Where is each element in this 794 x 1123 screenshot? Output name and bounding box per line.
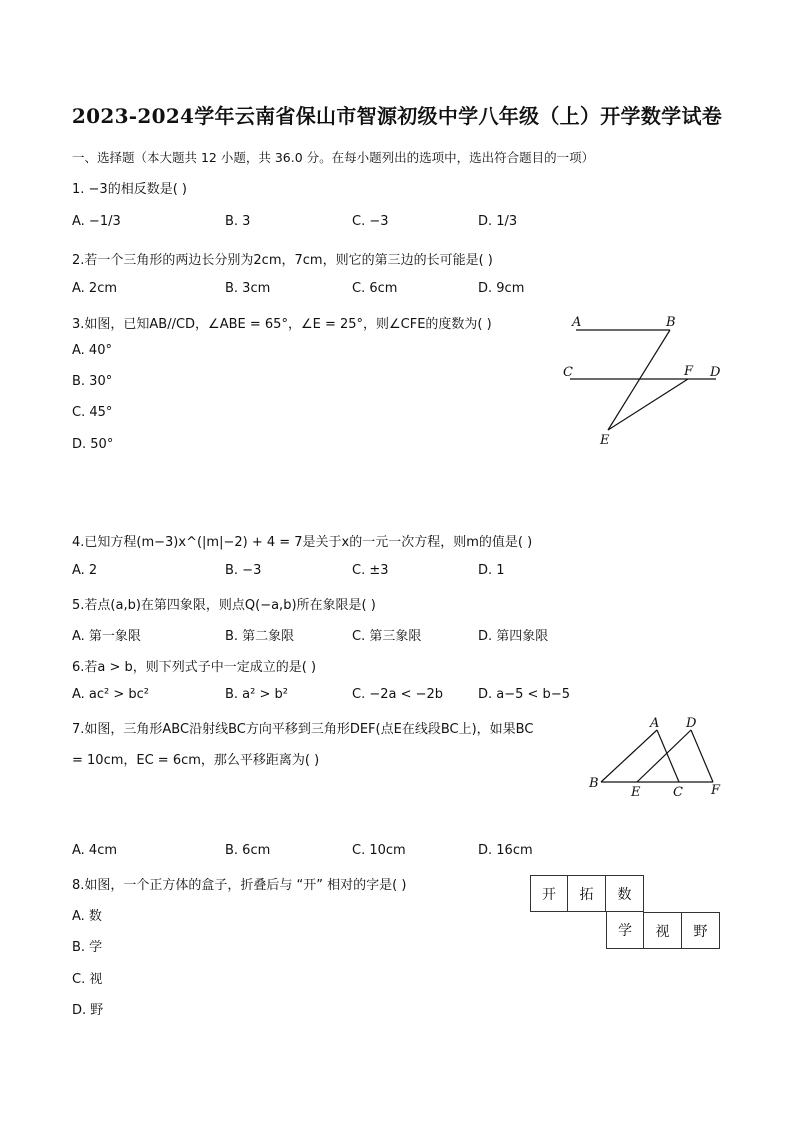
q5-option-d: D. 第四象限 <box>478 629 549 644</box>
parallel-lines-figure <box>558 310 728 450</box>
q6-option-a: A. ac² > bc² <box>72 687 150 702</box>
q1-option-c: C. −3 <box>352 214 389 229</box>
line-df <box>691 730 713 782</box>
label-c: C <box>673 785 683 800</box>
q3-option-b: B. 30° <box>72 374 113 389</box>
net-cell: 野 <box>682 912 720 949</box>
label-d: D <box>710 365 721 380</box>
q1-option-d: D. 1/3 <box>478 214 518 229</box>
net-cell: 数 <box>606 875 644 912</box>
question-3-stem: 3.如图，已知AB//CD，∠ABE = 65°，∠E = 25°，则∠CFE的度数为( ) <box>72 317 492 332</box>
label-c: C <box>563 365 573 380</box>
q7-option-c: C. 10cm <box>352 843 406 858</box>
question-6-stem: 6.若a > b，则下列式子中一定成立的是( ) <box>72 660 317 675</box>
q2-option-d: D. 9cm <box>478 281 525 296</box>
question-7-stem-cont: = 10cm，EC = 6cm，那么平移距离为( ) <box>72 753 320 768</box>
net-cell: 视 <box>644 912 682 949</box>
question-5-stem: 5.若点(a,b)在第四象限，则点Q(−a,b)所在象限是( ) <box>72 598 376 613</box>
q6-option-b: B. a² > b² <box>225 687 288 702</box>
q3-option-d: D. 50° <box>72 437 114 452</box>
label-f: F <box>711 783 721 798</box>
label-e: E <box>631 785 641 800</box>
q2-option-a: A. 2cm <box>72 281 118 296</box>
line-ba <box>601 730 657 782</box>
line-be <box>608 330 670 430</box>
net-cell: 学 <box>606 912 644 949</box>
q8-option-b: B. 学 <box>72 940 103 955</box>
q4-option-d: D. 1 <box>478 563 505 578</box>
label-e: E <box>600 433 610 448</box>
q8-option-c: C. 视 <box>72 972 103 987</box>
label-b: B <box>666 315 676 330</box>
q5-option-c: C. 第三象限 <box>352 629 422 644</box>
q6-option-c: C. −2a < −2b <box>352 687 444 702</box>
q7-option-d: D. 16cm <box>478 843 533 858</box>
q3-option-c: C. 45° <box>72 405 113 420</box>
label-a: A <box>572 315 582 330</box>
translation-figure <box>585 713 725 805</box>
q5-option-b: B. 第二象限 <box>225 629 295 644</box>
line-ef <box>608 379 688 430</box>
question-8-stem: 8.如图，一个正方体的盒子，折叠后与 “开” 相对的字是( ) <box>72 878 407 893</box>
question-4-stem: 4.已知方程(m−3)x^(|m|−2) + 4 = 7是关于x的一元一次方程，则m的值是( ) <box>72 535 533 550</box>
q8-option-a: A. 数 <box>72 909 102 924</box>
label-a: A <box>650 716 660 731</box>
q4-option-a: A. 2 <box>72 563 98 578</box>
question-1-stem: 1. −3的相反数是( ) <box>72 182 187 197</box>
q2-option-b: B. 3cm <box>225 281 271 296</box>
line-ac <box>657 730 679 782</box>
q5-option-a: A. 第一象限 <box>72 629 141 644</box>
q6-option-d: D. a−5 < b−5 <box>478 687 570 702</box>
question-7-stem: 7.如图，三角形ABC沿射线BC方向平移到三角形DEF(点E在线段BC上)，如果BC <box>72 722 534 737</box>
q1-option-a: A. −1/3 <box>72 214 121 229</box>
q8-option-d: D. 野 <box>72 1003 104 1018</box>
net-cell: 开 <box>530 875 568 912</box>
label-d: D <box>686 716 697 731</box>
q2-option-c: C. 6cm <box>352 281 398 296</box>
section-heading: 一、选择题（本大题共 12 小题，共 36.0 分。在每小题列出的选项中，选出符合题目的一项） <box>72 150 595 165</box>
q3-option-a: A. 40° <box>72 343 112 358</box>
q7-option-a: A. 4cm <box>72 843 118 858</box>
q4-option-b: B. −3 <box>225 563 262 578</box>
line-ed <box>637 730 691 782</box>
q1-option-b: B. 3 <box>225 214 251 229</box>
label-b: B <box>589 776 599 791</box>
page-title: 2023-2024学年云南省保山市智源初级中学八年级（上）开学数学试卷 <box>71 104 723 128</box>
q4-option-c: C. ±3 <box>352 563 389 578</box>
q7-option-b: B. 6cm <box>225 843 271 858</box>
label-f: F <box>684 364 694 379</box>
cube-net <box>530 875 720 949</box>
question-2-stem: 2.若一个三角形的两边长分别为2cm，7cm，则它的第三边的长可能是( ) <box>72 253 493 268</box>
net-cell: 拓 <box>568 875 606 912</box>
